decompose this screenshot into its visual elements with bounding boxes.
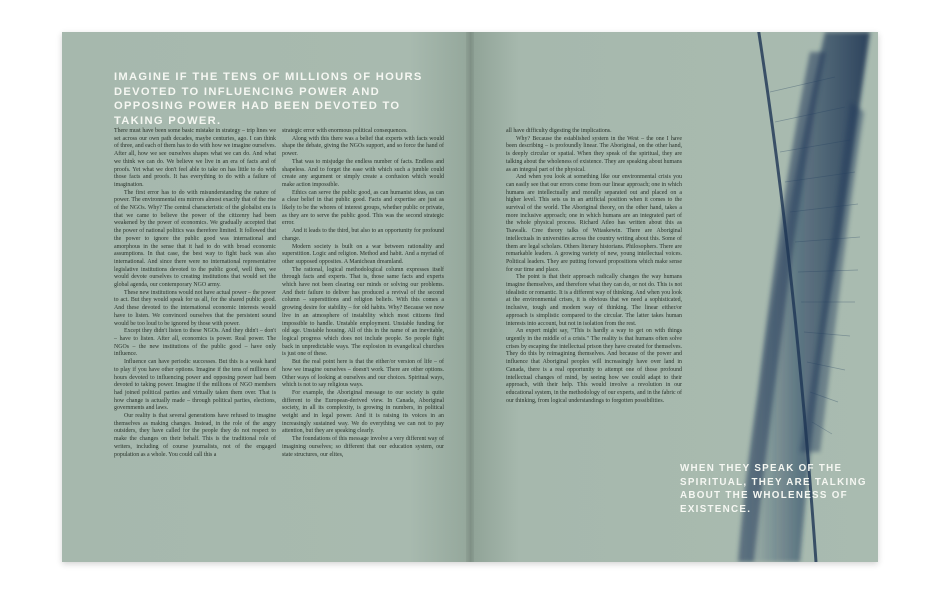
paragraph: Influence can have periodic successes. But this is a weak hand to play if you have other options. Imagine if the tens of millions of hours devoted to influencing power and opposing power had been devoted to taking power. Imagine if the millions of NGO members had joined political parties and virtually taken them over. That is how change is actually made – through political parties, elections, governments and laws. [114, 359, 276, 412]
paragraph: An expert might say, "This is hardly a way to get on with things urgently in the middle of a crisis." The reality is that humans often solve crises by escaping the intellectual prison they have created for themselves. They do this by reimagining themselves. And because of the power and influence that Aboriginal peoples will increasingly have over land in Canada, there is a real opportunity to attempt one of those profound intellectual changes of mind, by seeing how we could adapt to their approach, with their help. This would involve a revolution in our educational system, in the methodology of our experts, and in the fabric of our thinking, from logical understandings to forgotten possibilities. [506, 328, 682, 404]
spine-gutter [466, 32, 474, 562]
right-pullquote: WHEN THEY SPEAK OF THE SPIRITUAL, THEY ARE TALKING ABOUT THE WHOLENESS OF EXISTENCE. [680, 463, 867, 515]
magazine-spread [62, 32, 878, 562]
paragraph: all have difficulty digesting the implications. [506, 128, 612, 134]
paragraph: There must have been some basic mistake in strategy – trip lines we set across our own path decades, maybe centuries, ago. I can think of three, and each of them has to do with how we imagine ourselves. After all, how we see ourselves shapes what we can do. And what we think we can do. We believe we live in an era of facts and of proofs. Yet what we don't feel able to take on has little to do with those facts and proofs. It has everything to do with a failure of imagination. [114, 128, 276, 188]
paragraph: Our reality is that several generations have refused to imagine themselves as making changes. Instead, in the role of the angry outsiders, they have called for the people they do not respect to make the changes on their behalf. This is the traditional role of writers, including of course journalists, not of the engaged population as a whole. You could call this a [114, 413, 276, 458]
paragraph: Ethics can serve the public good, as can humanist ideas, as can a clear belief in that public good. Facts and expertise are just as likely to be the whores of interest groups, whether public or private, as they are to serve the public good. This was the second strategic error. [282, 189, 444, 227]
paragraph: Why? Because the established system in the West – the one I have been describing – is profoundly linear. The Aboriginal, on the other hand, is deeply circular or spatial. When they speak of the spiritual, they are talking about the wholeness of existence. They are speaking about humans as an integral part of the physical. [506, 135, 682, 173]
paragraph: But the real point here is that the either/or version of life – of how we imagine ourselves – doesn't work. There are other options. Other ways of looking at ourselves and our choices. Spiritual ways, which is not to say religious ways. [282, 359, 444, 389]
left-column-1 [114, 128, 276, 459]
right-column [506, 128, 682, 405]
paragraph: These new institutions would not have actual power – the power to act. But they would speak for us all, for the shared public good. And these devoted to the international economic interests would have to listen. We convinced ourselves that the persistent sound would be too loud to be ignored by those with power. [114, 289, 276, 327]
paragraph: Modern society is built on a war between rationality and superstition. Logic and religion. Method and habit. And a myriad of other supposed opposites. A Manichean dreamland. [282, 243, 444, 265]
left-pullquote: IMAGINE IF THE TENS OF MILLIONS OF HOURS DEVOTED TO INFLUENCING POWER AND OPPOSING POWER HAD BEEN DEVOTED TO TAKING POWER. [114, 71, 423, 127]
paragraph: And when you look at something like our environmental crisis you can easily see that our errors come from our linear approach; one in which humans are intellectually and morally separated out and placed on a higher level. This sets us in an artificial position when it comes to the survival of the world. The Aboriginal theory, on the other hand, takes a more inclusive approach; one in which humans are an integrated part of the whole physical process. Richard Atleo has written about this as Tsawalk. Cree theory talks of Witaskewin. There are Aboriginal intellectuals in universities across the country writing about this. Some of them are legal scholars. Others literary historians. Philosophers. There are remarkable leaders. A growing variety of new, young intellectual voices. Political leaders. They are putting forward propositions which make sense for our time and place. [506, 174, 682, 273]
paragraph: That was to misjudge the endless number of facts. Endless and shapeless. And to forget the ease with which such a jumble could create any argument or simply create a confusion which would make action impossible. [282, 158, 444, 188]
paragraph: The foundations of this message involve a very different way of imagining ourselves; so different that our education system, our state structures, our elites, [282, 436, 444, 458]
left-page [62, 32, 470, 562]
paragraph: The rational, logical methodological column expresses itself through facts and experts. That is, those same facts and experts which have not been clearing our minds or solving our problems. And their failure to deliver has produced a revival of the second column – superstitions and religion beliefs. With this comes a growing desire for stability – for old habits. Why? Because we now live in an atmosphere of instability which most citizens find impossible to handle. Unstable employment. Unstable funding for old age. Unstable housing. All of this in the name of an inevitable, logical progress which does not include people. So people fight back in unpredictable ways. The explosion in evangelical churches is just one of these. [282, 266, 444, 358]
paragraph: The point is that their approach radically changes the way humans imagine themselves, and therefore what they can do, or not do. This is not idealistic or romantic. It is a different way of thinking. And when you look at the environmental crises, it is obvious that we need a sophisticated, inclusive, tough and modern way of thinking. The linear either/or approach is simplistic compared to the circular. The latter takes human interests into account, but not in isolation from the rest. [506, 274, 682, 327]
paragraph: The first error has to do with misunderstanding the nature of power. The environmental era mirrors almost exactly that of the rise of the NGOs. Why? The central characteristic of the globalist era is that we came to believe the power of the citizenry had been weakened by the power of economics. We gradually accepted that the power of national politics was therefore limited. It followed that the power to ignore the public good was international and amorphous in the sense that it had to do with broad economic assumptions. In that case, the best way to fight back was also international. And since there were no international representative legislative institutions devoted to the public good, well then, we would devote ourselves to creating institutions that would set the global agenda, our contemporary NGO army. [114, 189, 276, 289]
paragraph: For example, the Aboriginal message to our society is quite different to the European-derived view. In Canada, Aboriginal society, in all its complexity, is growing in numbers, in political weight and in legal power. And it is raising its voices in an increasingly sustained way. We do everything we can not to pay attention, but they are speaking clearly. [282, 389, 444, 435]
paragraph: And it leads to the third, but also to an opportunity for profound change. [282, 228, 444, 242]
right-page [470, 32, 878, 562]
paragraph: Except they didn't listen to these NGOs. And they didn't – don't – have to listen. After all, economics is power. Real power. The NGOs – the new institutions of the public good – have only influence. [114, 328, 276, 358]
paragraph: Along with this there was a belief that experts with facts would shape the debate, giving the NGOs support, and so force the hand of power. [282, 135, 444, 158]
paragraph: strategic error with enormous political consequences. [282, 128, 408, 134]
left-column-2 [282, 128, 444, 459]
